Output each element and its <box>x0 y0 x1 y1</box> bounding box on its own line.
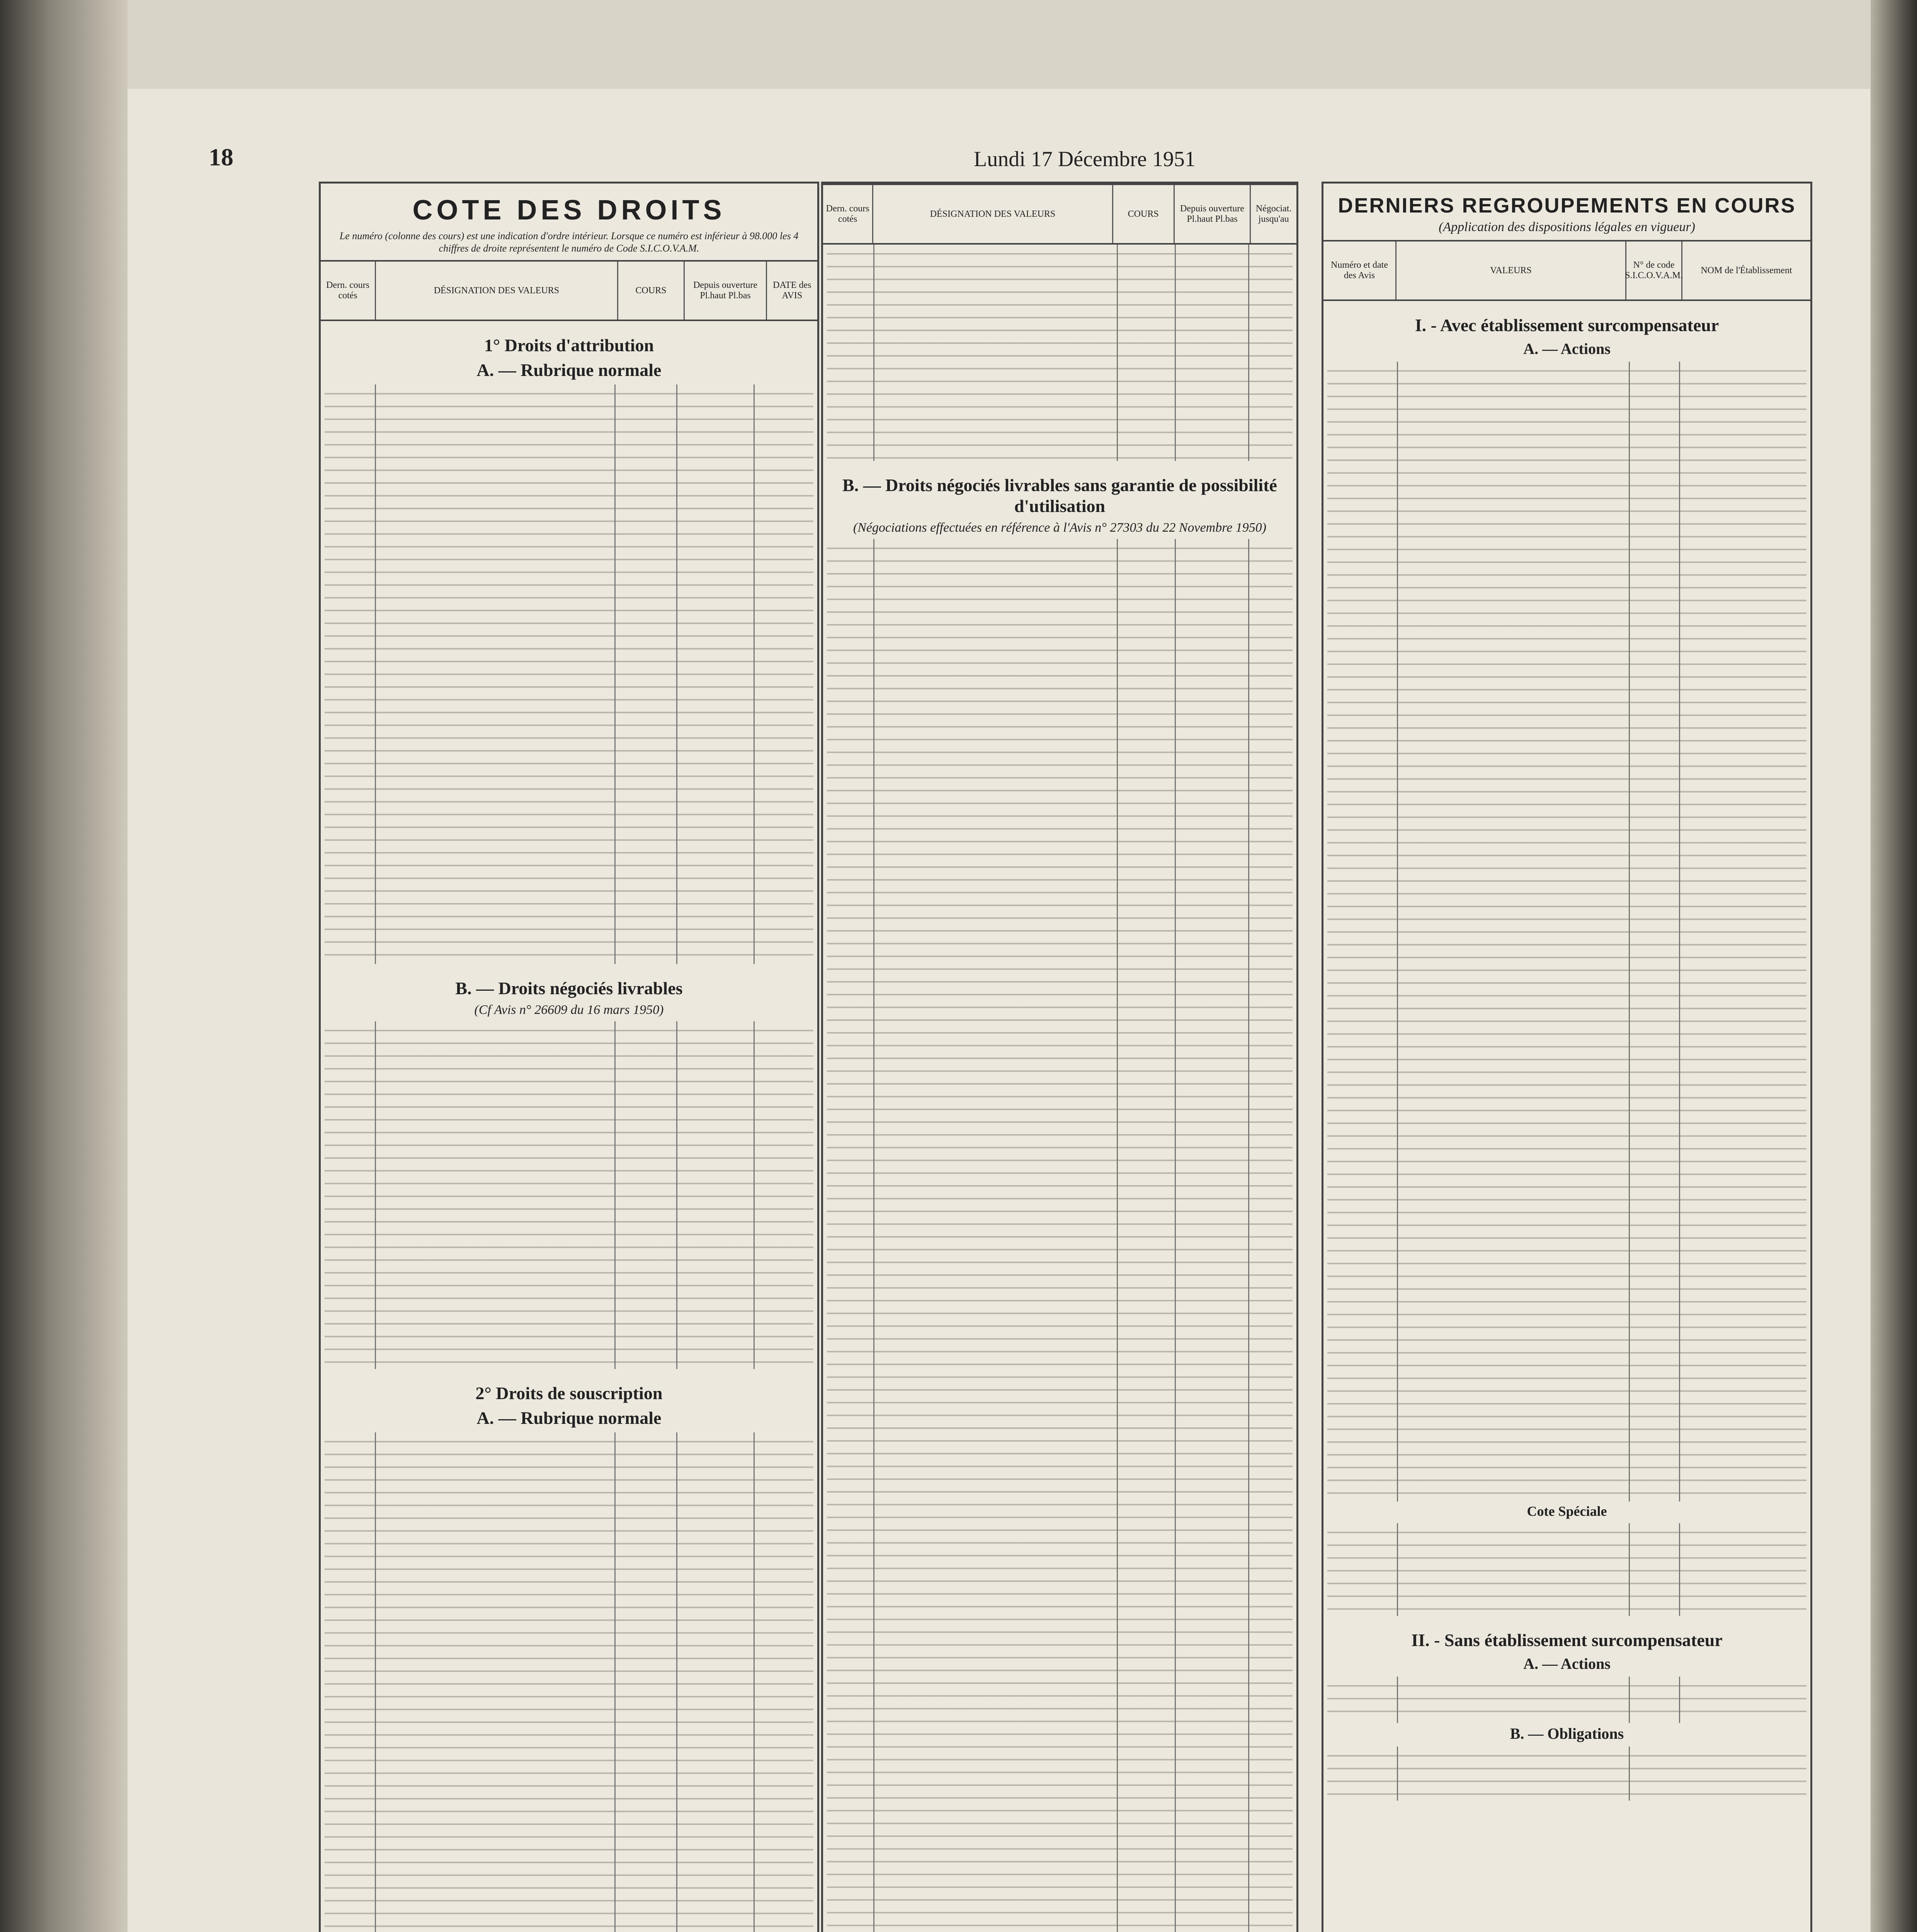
section-droits-souscription: 2° Droits de souscription <box>475 1383 663 1403</box>
listing-rows <box>1327 1747 1806 1801</box>
column-header-row <box>823 184 1296 245</box>
section-actions: A. — Actions <box>1523 340 1611 357</box>
column-header-row <box>1323 240 1810 301</box>
header-depuis-ouverture: Depuis ouverture Pl.haut Pl.bas <box>1175 185 1251 243</box>
header-designation: DÉSIGNATION DES VALEURS <box>376 262 618 320</box>
page-edge <box>1871 0 1917 1932</box>
header-code-sicovam: N° de code S.I.C.O.V.A.M. <box>1626 242 1682 299</box>
book-binding <box>0 0 128 1932</box>
section-droits-negocies: B. — Droits négociés livrables <box>455 978 683 998</box>
header-valeurs: VALEURS <box>1397 242 1626 299</box>
header-dern-cours: Dern. cours cotés <box>823 185 873 243</box>
section-rubrique-normale: A. — Rubrique normale <box>476 360 662 380</box>
header-depuis-ouverture: Depuis ouverture Pl.haut Pl.bas <box>685 262 767 320</box>
section-droits-negocies-note: (Cf Avis n° 26609 du 16 mars 1950) <box>474 1003 664 1017</box>
listing-rows <box>1327 362 1806 1502</box>
cote-des-droits-title: COTE DES DROITS <box>412 195 726 226</box>
header-designation: DÉSIGNATION DES VALEURS <box>873 185 1113 243</box>
section-droits-attribution: 1° Droits d'attribution <box>484 335 654 355</box>
section-actions-2: A. — Actions <box>1523 1655 1611 1672</box>
regroupements-subtitle: (Application des dispositions légales en vigueur) <box>1439 220 1695 234</box>
running-title: Lundi 17 Décembre 1951 <box>974 147 1196 171</box>
cote-des-droits-column <box>319 182 819 1932</box>
regroupements-title: DERNIERS REGROUPEMENTS EN COURS <box>1338 194 1796 217</box>
cote-des-droits-suite-column <box>821 182 1298 1932</box>
header-numero-avis: Numéro et date des Avis <box>1323 242 1397 299</box>
section-sans-surcompensateur: II. - Sans établissement surcompensateur <box>1411 1630 1723 1650</box>
header-negociation: Négociat. jusqu'au <box>1255 204 1292 224</box>
listing-rows <box>325 1432 813 1932</box>
listing-rows <box>325 384 813 964</box>
header-etablissement: NOM de l'Établissement <box>1701 265 1792 276</box>
section-droits-sans-garantie-note: (Négociations effectuées en référence à l'Avis n° 27303 du 22 Novembre 1950) <box>853 520 1267 535</box>
listing-rows <box>1327 1677 1806 1723</box>
cote-speciale-heading: Cote Spéciale <box>1527 1503 1607 1519</box>
header-cours: COURS <box>1113 185 1175 243</box>
section-rubrique-normale-2: A. — Rubrique normale <box>476 1408 662 1428</box>
column-header-row <box>321 260 817 321</box>
section-avec-surcompensateur: I. - Avec établissement surcompensateur <box>1415 315 1719 335</box>
listing-rows <box>827 539 1293 1932</box>
section-droits-sans-garantie: B. — Droits négociés livrables sans garantie de possibilité d'utilisation <box>842 475 1277 516</box>
page-number: 18 <box>209 143 233 171</box>
listing-rows <box>827 245 1293 461</box>
listing-rows <box>325 1021 813 1369</box>
listing-rows <box>1327 1523 1806 1616</box>
regroupements-column <box>1322 182 1812 1932</box>
header-cours: COURS <box>618 262 685 320</box>
cote-des-droits-note: Le numéro (colonne des cours) est une indication d'ordre intérieur. Lorsque ce numéro est inférieur à 98.000 les 4 chiffres de droite représentent le numéro de Code S.I.C.O.V.A.M. <box>339 230 799 254</box>
header-dern-cours: Dern. cours cotés <box>321 262 376 320</box>
header-date-avis: DATE des AVIS <box>773 280 811 301</box>
section-obligations: B. — Obligations <box>1510 1725 1624 1742</box>
